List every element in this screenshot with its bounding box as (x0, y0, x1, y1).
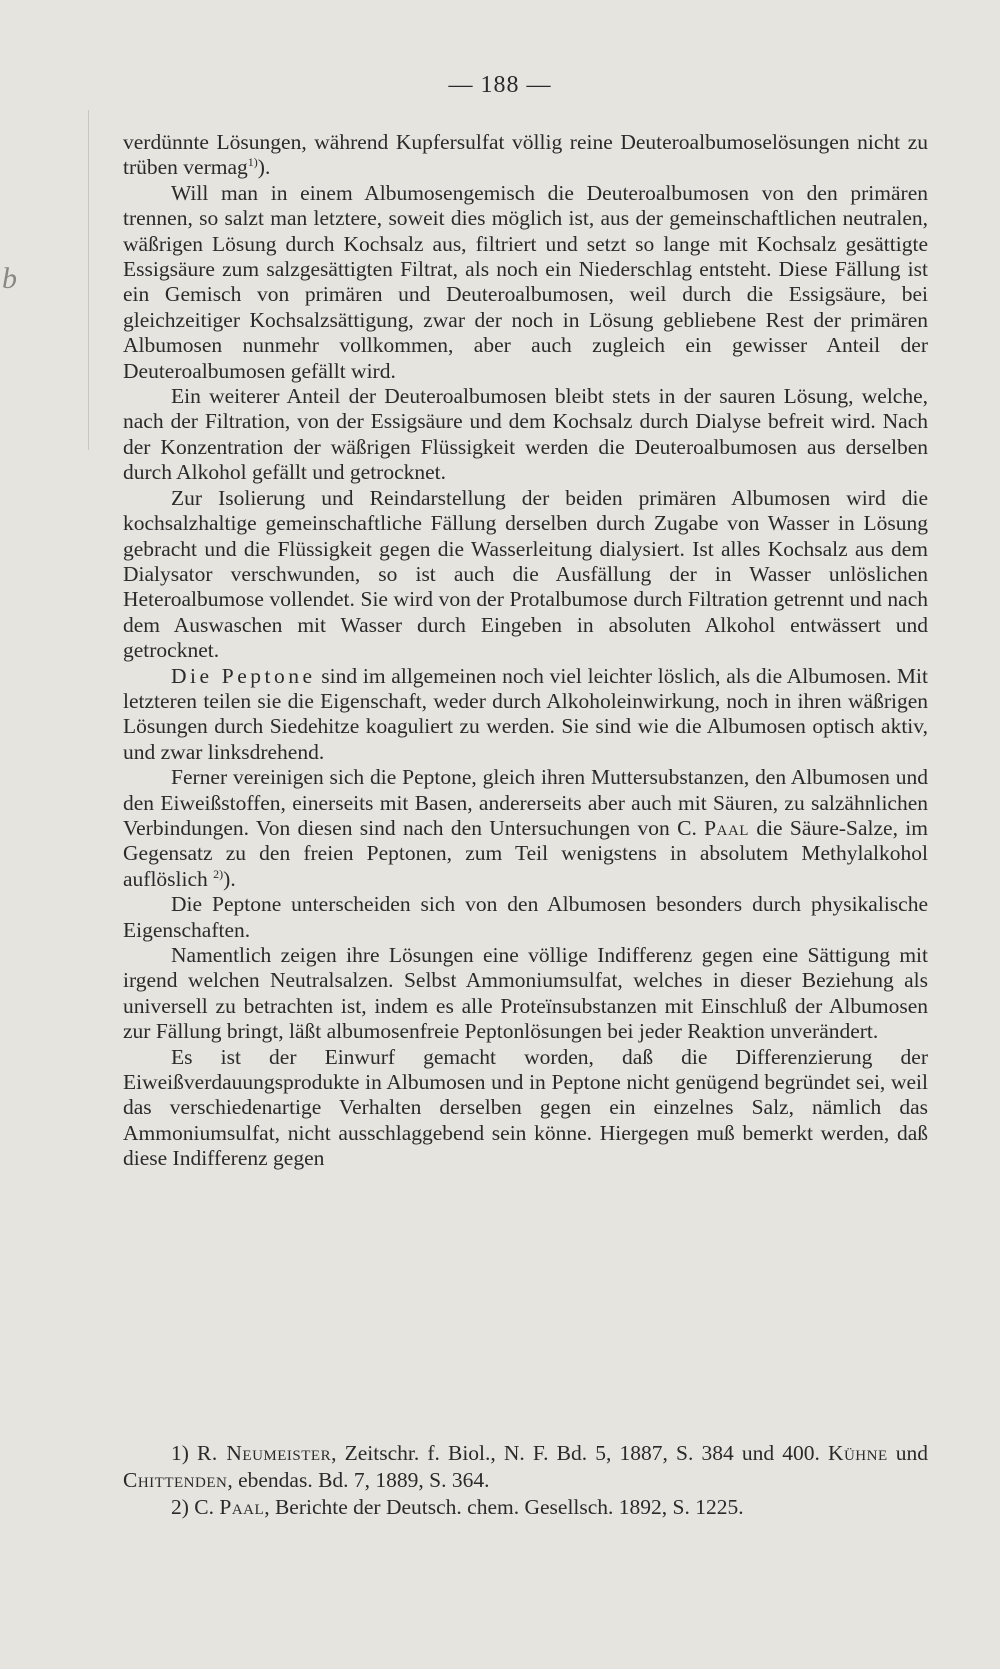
paragraph-5: Die Peptone sind im allgemeinen noch viel leichter löslich, als die Albumosen. Mit letzteren teilen sie die Eigenschaft, weder durch Alkoholeinwirkung, noch in ihren wäßrigen Lösungen durch Siedehitze koaguliert zu werden. Sie sind wie die Albumosen optisch aktiv, und zwar linksdrehend. (123, 663, 928, 764)
paragraph-3: Ein weiterer Anteil der Deuteroalbumosen bleibt stets in der sauren Lösung, welche, nach der Filtration, von der Essigsäure und dem Kochsalz durch Dialyse befreit wird. Nach der Konzentration der wäßrigen Flüssigkeit werden die Deuteroalbumosen aus derselben durch Alkohol gefällt und getrocknet. (123, 384, 928, 485)
margin-pencil-mark: b (2, 262, 17, 295)
paragraph-8: Namentlich zeigen ihre Lösungen eine völlige Indifferenz gegen eine Sättigung mit irgend welchen Neutralsalzen. Selbst Ammoniumsulfat, welches in dieser Beziehung als universell zu betrachten ist, indem es alle Proteïnsubstanzen mit Einschluß der Albumosen zur Fällung bringt, läßt albumosenfreie Peptonlösungen bei jeder Reaktion unverändert. (123, 943, 928, 1044)
body-text (123, 130, 928, 1172)
page-number: — 188 — (448, 72, 552, 98)
paragraph-1: verdünnte Lösungen, während Kupfersulfat völlig reine Deuteroalbumoselösungen nicht zu trüben vermag$^{1)}$). (123, 130, 928, 180)
author-chittenden: Chittenden (123, 1468, 228, 1492)
footnotes (123, 1440, 928, 1521)
footnote-1: 1) R. Neumeister, Zeitschr. f. Biol., N. F. Bd. 5, 1887, S. 384 und 400. Kühne und Chittenden, ebendas. Bd. 7, 1889, S. 364. (123, 1441, 929, 1492)
margin-rule (88, 110, 89, 450)
author-kuehne: Kühne (827, 1441, 888, 1465)
paragraph-2: Will man in einem Albumosengemisch die Deuteroalbumosen von den primären trennen, so salzt man letztere, soweit dies möglich ist, aus der gemeinschaftlichen neutralen, wäßrigen Lösung durch Kochsalz aus, filtriert und setzt so lange mit Kochsalz gesättigte Essigsäure zum salzgesättigten Filtrat, als noch ein Niederschlag entsteht. Diese Fällung ist ein Gemisch von primären und Deuteroalbumosen, weil durch die Essigsäure, bei gleichzeitiger Kochsalzsättigung, zwar der noch in Lösung gebliebene Rest der primären Albumosen nunmehr vollkommen, aber auch zugleich ein gewisser Anteil der Deuteroalbumosen gefällt wird. (123, 180, 928, 383)
paragraph-9: Es ist der Einwurf gemacht worden, daß die Differenzierung der Eiweißverdauungsprodukte in Albumosen und in Peptone nicht genügend begründet sei, weil das verschiedenartige Verhalten derselben gegen ein einzelnes Salz, nämlich das Ammoniumsulfat, nicht ausschlaggebend sein könne. Hiergegen muß bemerkt werden, daß diese Indifferenz gegen (123, 1044, 928, 1171)
paragraph-7: Die Peptone unterscheiden sich von den Albumosen besonders durch physikalische Eigenschaften. (123, 892, 928, 942)
author-paal: Paal (704, 815, 749, 840)
author-neumeister: R. Neumeister (197, 1441, 332, 1465)
paragraph-6: Ferner vereinigen sich die Peptone, gleich ihren Muttersubstanzen, den Albumosen und den Eiweißstoffen, einerseits mit Basen, andererseits aber auch mit Säuren, zu salzähnlichen Verbindungen. Von diesen sind nach den Untersuchungen von C. Paal die Säure-Salze, im Gegensatz zu den freien Peptonen, zum Teil wenigstens in absolutem Methylalkohol auflöslich $^{2)}$). (123, 765, 928, 891)
paragraph-4: Zur Isolierung und Reindarstellung der beiden primären Albumosen wird die kochsalzhaltige gemeinschaftliche Fällung derselben durch Zugabe von Wasser in Lösung gebracht und die Flüssigkeit gegen die Wasserleitung dialysiert. Ist alles Kochsalz aus dem Dialysator verschwunden, so ist auch die Ausfällung der in Wasser unlöslichen Heteroalbumose vollendet. Sie wird von der Protalbumose durch Filtration getrennt und nach dem Auswaschen mit Wasser durch Eingeben in absoluten Alkohol entwässert und getrocknet. (123, 485, 928, 663)
spaced-term: Die Peptone (171, 663, 316, 688)
author-paal-footnote: Paal (219, 1495, 265, 1519)
footnote-2: 2) C. Paal, Berichte der Deutsch. chem. Gesellsch. 1892, S. 1225. (171, 1495, 744, 1519)
